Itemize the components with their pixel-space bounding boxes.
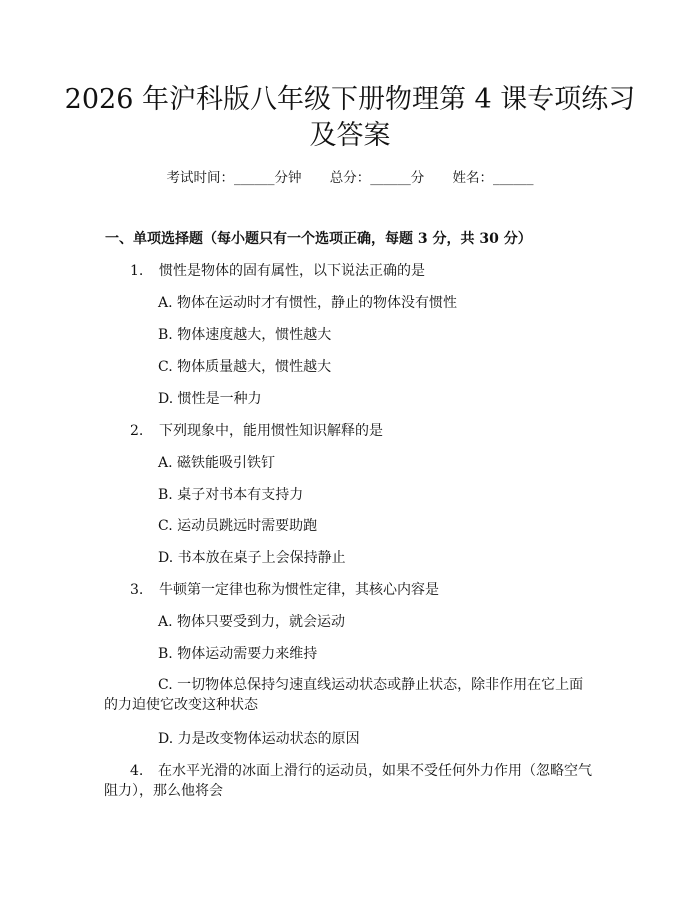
question-stem [130,261,425,281]
option-a: A. 磁铁能吸引铁钉 [158,455,276,471]
question-stem [104,761,594,801]
student-name-field: 姓名：______ [452,170,534,186]
exam-time-field: 考试时间：______分钟 [166,170,302,186]
option-b: B. 桌子对书本有支持力 [158,487,304,503]
option-a: A. 物体在运动时才有惯性，静止的物体没有惯性 [158,295,458,311]
exam-info [0,168,700,188]
option-d: D. 惯性是一种力 [158,391,262,407]
section-heading: 一、单项选择题（每小题只有一个选项正确，每题 3 分，共 30 分） [105,231,532,247]
option-d: D. 力是改变物体运动状态的原因 [158,731,360,747]
question-text: 牛顿第一定律也称为惯性定律，其核心内容是 [159,582,439,598]
question-text: 在水平光滑的冰面上滑行的运动员，如果不受任何外力作用（忽略空气阻力），那么他将会 [104,763,592,799]
option-a: A. 物体只要受到力，就会运动 [158,614,346,630]
total-score-field: 总分：______分 [329,170,425,186]
question-number: 1. [130,263,144,279]
question-stem [130,580,439,600]
question-number: 2. [130,423,144,439]
question-text: 下列现象中，能用惯性知识解释的是 [159,423,383,439]
option-b: B. 物体速度越大，惯性越大 [158,327,332,343]
option-d: D. 书本放在桌子上会保持静止 [158,550,346,566]
question-number: 3. [130,582,144,598]
option-c: C. 运动员跳远时需要助跑 [158,518,318,534]
question-text: 惯性是物体的固有属性，以下说法正确的是 [159,263,425,279]
option-c: C. 一切物体总保持匀速直线运动状态或静止状态，除非作用在它上面的力迫使它改变这种状态 [104,677,584,713]
question-number: 4. [130,763,144,779]
question-stem [130,421,383,441]
option-c: C. 物体质量越大，惯性越大 [158,359,332,375]
document-title: 2026 年沪科版八年级下册物理第 4 课专项练习及答案 [64,84,636,151]
option-b: B. 物体运动需要力来维持 [158,646,318,662]
